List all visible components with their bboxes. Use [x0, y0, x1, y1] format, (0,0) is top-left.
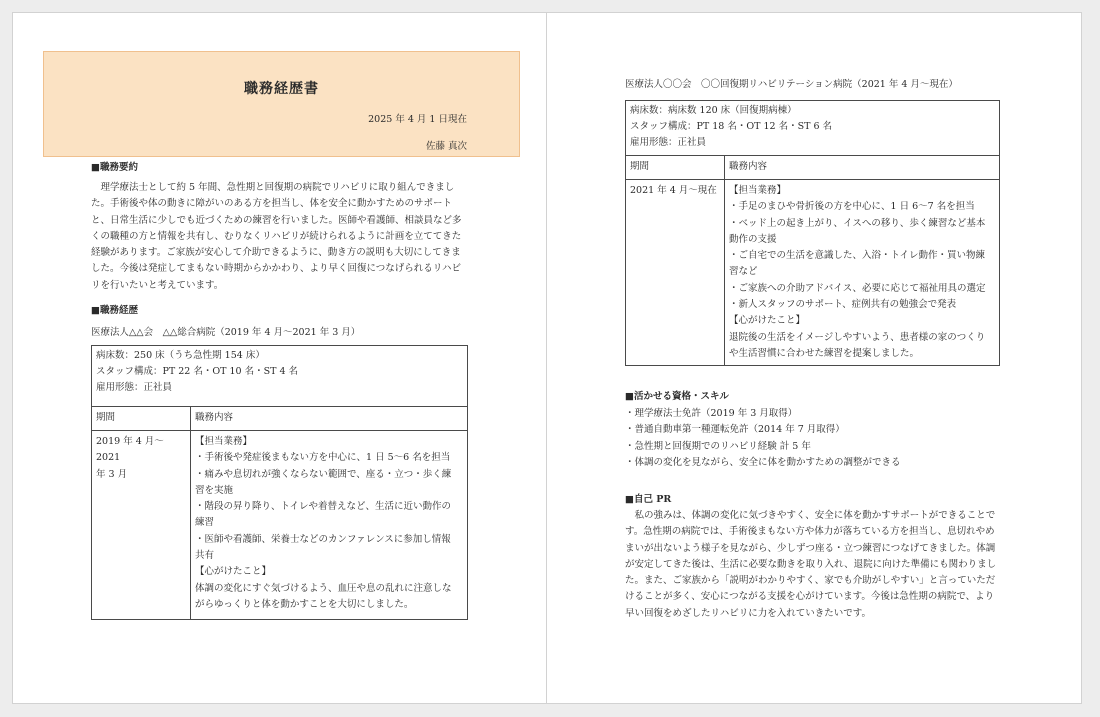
table-row	[92, 407, 468, 431]
job-1-info: 病床数：250 床（うち急性期 154 床） スタッフ構成：PT 22 名・OT 10 名・ST 4 名 雇用形態：正社員	[92, 346, 468, 407]
pr-line: けることが多く、安心につながる支援を心がけています。今後は急性期の病院で、より	[625, 591, 995, 603]
table-row	[626, 101, 1000, 156]
applicant-name: 佐藤 真次	[425, 141, 467, 152]
header-box	[43, 51, 520, 157]
column-header-content: 職務内容	[725, 156, 1000, 180]
job-2-content: 【担当業務】 ・手足のまひや骨折後の方を中心に、1 日 6〜7 名を担当 ・ベッド上の起き上がり、イスへの移り、歩く練習など基本 動作の支援 ・ご自宅での生活を意識した、入浴・トイレ動作・買い物練 習など ・ご家族への介助アドバイス、必要に応じて福祉用具の選定 ・新人スタッフのサポート、症例共有の勉強会で発表 【心がけたこと】 退院後の生活をイメージしやすいよう、患者様の家のつくり や生活習慣に合わせた練習を提案しました。	[725, 180, 1000, 366]
column-header-content: 職務内容	[191, 407, 468, 431]
summary-text	[91, 180, 471, 294]
job-2-info: 病床数：病床数 120 床（回復期病棟） スタッフ構成：PT 18 名・OT 12 名・ST 6 名 雇用形態：正社員	[626, 101, 1000, 156]
summary-line: 理学療法士として約 5 年間、急性期と回復期の病院でリハビリに取り組んできまし	[100, 182, 455, 193]
pr-text	[625, 508, 1005, 622]
table-row	[92, 346, 468, 407]
job-2-period: 2021 年 4 月〜現在	[626, 180, 725, 366]
pr-line: まいが出ないよう様子を見ながら、少しずつ座る・立つ練習につなげてきました。体調	[625, 542, 996, 554]
pr-line: た。また、ご家族から「説明がわかりやすく、家でも介助がしやすい」と言っていただ	[625, 575, 996, 587]
job-1-content: 【担当業務】 ・手術後や発症後まもない方を中心に、1 日 5〜6 名を担当 ・痛みや息切れが強くならない範囲で、座る・立つ・歩く練 習を実施 ・階段の昇り降り、トイレや着替えなど、生活に近い動作の 練習 ・医師や看護師、栄養士などのカンファレンスに参加し情報 共有 【心がけたこと】 体調の変化にすぐ気づけるよう、血圧や息の乱れに注意しな がらゆっくりと体を動かすことを大切にしました。	[191, 431, 468, 620]
job-2-table	[625, 100, 1000, 366]
document-title: 職務経歴書	[244, 81, 319, 97]
job-1-period: 2019 年 4 月〜2021 年 3 月	[92, 431, 191, 620]
summary-line: リを行いたいと考えています。	[91, 279, 224, 291]
summary-line: と、日常生活に少しでも近づくための練習を行いました。医師や看護師、相談員など多	[91, 214, 462, 226]
table-row	[626, 156, 1000, 180]
pr-line: が安定してきた後は、生活に必要な動きを取り入れ、退院に向けた準備にも関わりまし	[625, 558, 997, 570]
pr-line: 私の強みは、体調の変化に気づきやすく、安全に体を動かすサポートができることで	[634, 510, 996, 521]
pr-heading: ■自己 PR	[625, 494, 672, 505]
list-item: ・体調の変化を見ながら、安全に体を動かすための調整ができる	[625, 456, 901, 468]
list-item: ・急性期と回復期でのリハビリ経験 計 5 年	[625, 440, 811, 452]
column-header-period: 期間	[626, 156, 725, 180]
summary-line: た。手術後や体の動きに障がいのある方を担当し、体を安全に動かすためのサポート	[91, 198, 453, 210]
summary-heading: ■職務要約	[91, 162, 138, 173]
document-date: 2025 年 4 月 1 日現在	[368, 114, 467, 125]
list-item: ・理学療法士免許（2019 年 3 月取得）	[625, 408, 798, 419]
table-row	[626, 180, 1000, 366]
summary-line: した。今後は発症してまもない時期からかかわり、より早く回復につなげられるリハビ	[91, 263, 462, 275]
skills-heading: ■活かせる資格・スキル	[625, 391, 729, 402]
job-1-org: 医療法人△△会 △△総合病院（2019 年 4 月〜2021 年 3 月）	[91, 327, 361, 338]
pr-line: 早い回復をめざしたリハビリに力を入れていきたいです。	[625, 607, 871, 619]
summary-line: くの職種の方と情報を共有し、むりなくリハビリが続けられるように計画を立ててきた	[91, 230, 462, 242]
document-page-right	[546, 12, 1082, 704]
document-page-left	[12, 12, 547, 704]
column-header-period: 期間	[92, 407, 191, 431]
skills-list	[625, 406, 901, 471]
table-row	[92, 431, 468, 620]
job-1-table	[91, 345, 468, 620]
pr-line: す。急性期の病院では、手術後まもない方や体力が落ちている方を担当し、息切れやめ	[625, 526, 995, 538]
history-heading: ■職務経歴	[91, 305, 138, 316]
list-item: ・普通自動車第一種運転免許（2014 年 7 月取得）	[625, 424, 845, 436]
summary-line: 経験があります。ご家族が安心して介助できるように、動き方の説明も大切にしてきま	[91, 247, 461, 259]
job-2-org: 医療法人〇〇会 〇〇回復期リハビリテーション病院（2021 年 4 月〜現在）	[625, 79, 958, 90]
